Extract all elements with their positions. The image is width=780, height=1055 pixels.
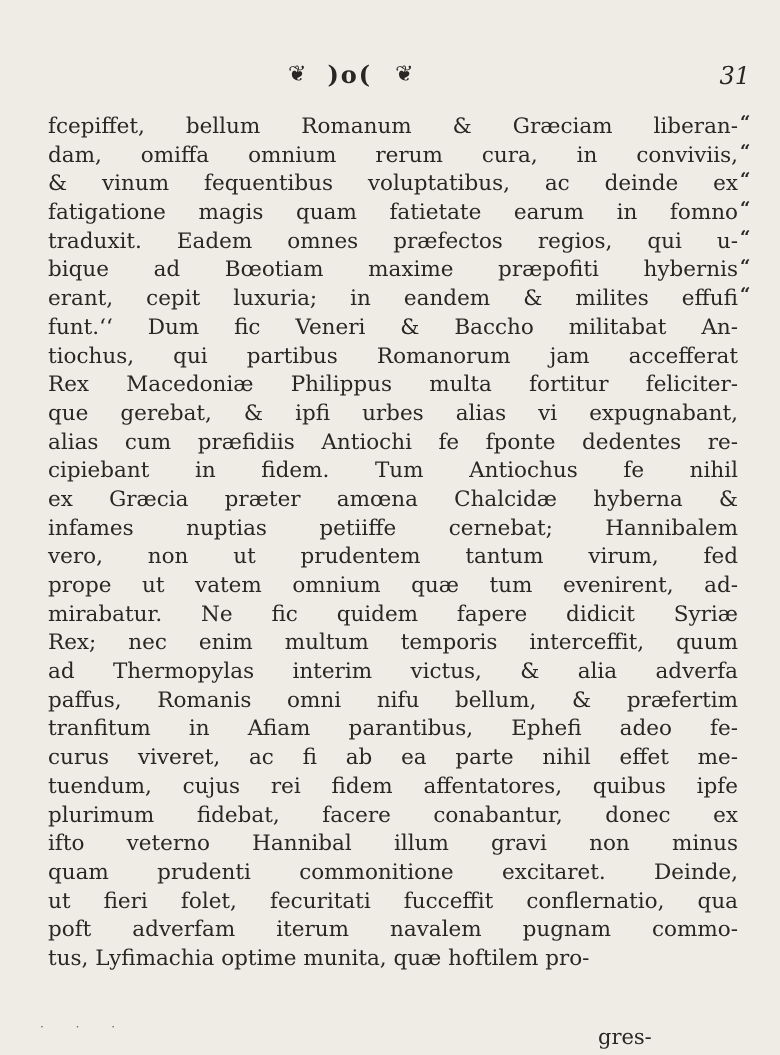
margin-quote-mark: “ bbox=[740, 169, 751, 191]
margin-quote-mark: “ bbox=[740, 255, 751, 277]
text-line: vero, non ut prudentem tantum virum, fed bbox=[48, 544, 738, 570]
text-line: tiochus, qui partibus Romanorum jam accefferat bbox=[48, 343, 738, 369]
text-line: bique ad Bœotiam maxime præpofiti hybernis bbox=[48, 257, 738, 283]
text-line: poft adverfam iterum navalem pugnam commo- bbox=[48, 917, 738, 943]
margin-quote-mark: “ bbox=[740, 226, 751, 248]
text-line: fatigatione magis quam fatietate earum in fomno bbox=[48, 200, 738, 226]
text-line: ifto veterno Hannibal illum gravi non minus bbox=[48, 831, 738, 857]
margin-quote-mark: “ bbox=[740, 140, 751, 162]
text-line: dam, omiffa omnium rerum cura, in conviviis, bbox=[48, 142, 738, 168]
text-line: alias cum præfidiis Antiochi fe fponte dedentes re- bbox=[48, 429, 738, 455]
text-line: erant, cepit luxuria; in eandem & milites effufi bbox=[48, 286, 738, 312]
print-specks: · · · bbox=[40, 1020, 130, 1034]
text-line: infames nuptias petiiffe cernebat; Hannibalem bbox=[48, 515, 738, 541]
text-line: curus viveret, ac fi ab ea parte nihil effet me- bbox=[48, 745, 738, 771]
text-line: paffus, Romanis omni nifu bellum, & præfertim bbox=[48, 687, 738, 713]
text-line: tus, Lyfimachia optime munita, quæ hoftilem pro- bbox=[48, 945, 590, 971]
body-text bbox=[48, 113, 738, 974]
header-ornament bbox=[288, 60, 426, 89]
page-number: 31 bbox=[719, 62, 750, 90]
text-line: funt.‘‘ Dum fic Veneri & Baccho militabat An- bbox=[48, 314, 738, 340]
text-line: Rex; nec enim multum temporis interceffit, quum bbox=[48, 630, 738, 656]
ornament-center: )o( bbox=[327, 60, 373, 89]
text-line: que gerebat, & ipfi urbes alias vi expugnabant, bbox=[48, 400, 738, 426]
text-line: tuendum, cujus rei fidem affentatores, quibus ipfe bbox=[48, 773, 738, 799]
margin-quote-mark: “ bbox=[740, 198, 751, 220]
catchword: gres- bbox=[598, 1025, 652, 1049]
margin-quote-mark: “ bbox=[740, 112, 751, 133]
text-line: & vinum fequentibus voluptatibus, ac deinde ex bbox=[48, 171, 738, 197]
text-line: mirabatur. Ne fic quidem fapere didicit Syriæ bbox=[48, 601, 738, 627]
text-line: ex Græcia præter amœna Chalcidæ hyberna & bbox=[48, 486, 738, 512]
text-line: ad Thermopylas interim victus, & alia adverfa bbox=[48, 659, 738, 685]
fleuron-left-icon: ❦ bbox=[288, 62, 309, 87]
text-line: quam prudenti commonitione excitaret. Deinde, bbox=[48, 859, 738, 885]
text-line: tranfitum in Afiam parantibus, Ephefi adeo fe- bbox=[48, 716, 738, 742]
margin-quote-mark: “ bbox=[740, 284, 751, 306]
running-header bbox=[0, 60, 780, 94]
text-line: fcepiffet, bellum Romanum & Græciam liberan- bbox=[48, 114, 738, 139]
text-line: cipiebant in fidem. Tum Antiochus fe nihil bbox=[48, 458, 738, 484]
text-line: ut fieri folet, fecuritati fucceffit conflernatio, qua bbox=[48, 888, 738, 914]
text-line: prope ut vatem omnium quæ tum evenirent, ad- bbox=[48, 573, 738, 598]
text-line: traduxit. Eadem omnes præfectos regios, qui u- bbox=[48, 228, 738, 254]
text-line: plurimum fidebat, facere conabantur, donec ex bbox=[48, 802, 738, 828]
fleuron-right-icon: ❦ bbox=[395, 62, 416, 87]
text-line: Rex Macedoniæ Philippus multa fortitur feliciter- bbox=[48, 372, 738, 398]
